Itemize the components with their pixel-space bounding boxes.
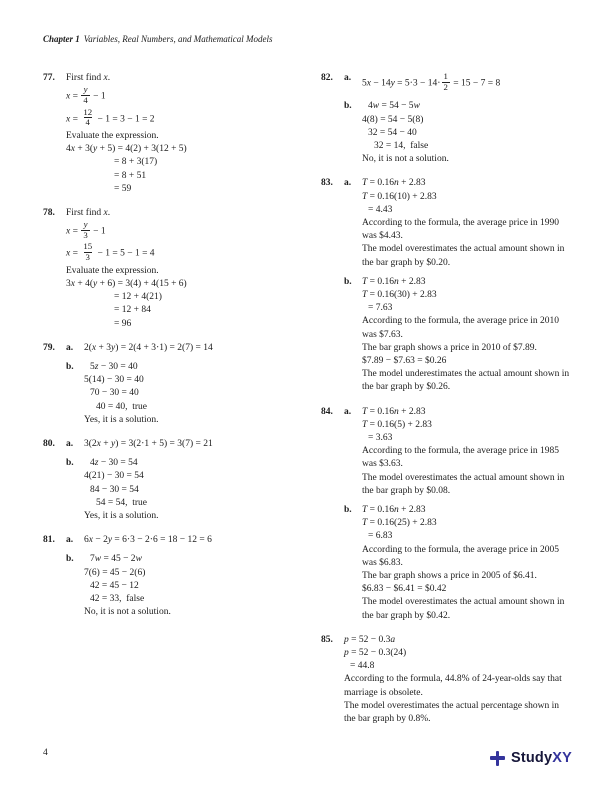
problem-part [344,72,571,94]
part-label: a. [66,439,74,450]
line-text: = 59 [114,183,132,194]
math-line [66,143,293,156]
logo-text-study: Study [510,750,553,766]
line-text: = 12 + 84 [114,305,151,316]
part-lines [84,457,293,523]
line-text: The bar graph shows a price in 2005 of $6.41. [362,571,537,582]
problem-number: 85. [321,634,333,645]
line-text: The model overestimates the actual percentage shown in the bar graph by 0.8%. [344,700,562,725]
math-line [66,108,293,130]
part-label: b. [66,458,74,469]
line-text: 3(2x + y) = 3(2⋅1 + 5) = 3(7) = 21 [84,439,213,450]
fraction-denominator: 4 [83,94,88,105]
page-number: 4 [43,748,48,758]
problem-part [66,534,293,547]
part-lines [84,342,293,355]
math-line [362,517,571,530]
problem [43,438,293,523]
line-text: 42 = 45 − 12 [90,580,139,591]
line-text: x = [66,248,81,259]
math-line [84,342,293,355]
line-text: 84 − 30 = 54 [90,484,139,495]
math-line [84,438,293,451]
text-line [362,315,571,341]
line-text: − 1 = 3 − 1 = 2 [95,113,155,124]
math-line [66,278,293,291]
math-line [84,470,293,483]
line-text: Yes, it is a solution. [84,511,159,522]
line-text: 5z − 30 = 40 [90,362,138,373]
math-line [66,220,293,242]
line-text: 7(6) = 45 − 2(6) [84,567,146,578]
line-text: 6x − 2y = 6⋅3 − 2⋅6 = 18 − 12 = 6 [84,535,212,546]
line-text: No, it is not a solution. [84,607,171,618]
part-label: a. [344,178,352,189]
problem-part [344,276,571,395]
math-line [84,497,293,510]
line-text: 4x + 3(y + 5) = 4(2) + 3(12 + 5) [66,144,187,155]
line-text: The model overestimates the actual amount shown in the bar graph by $0.20. [362,244,567,268]
line-text: − 1 = 5 − 1 = 4 [95,248,155,259]
logo-text-xy: XY [552,750,572,766]
line-text: The bar graph shows a price in 2010 of $7.89. [362,342,537,353]
line-text: − 1 [90,226,106,237]
text-line [84,414,293,427]
fraction-denominator: 3 [85,252,90,263]
text-line [362,153,571,166]
line-text: 5x − 14y = 5⋅3 − 14⋅ [362,78,441,89]
part-lines [362,100,571,166]
problem-part [344,634,571,726]
math-line [84,553,293,566]
part-lines [362,177,571,269]
math-line [84,457,293,470]
problem [321,634,571,726]
fraction-numerator: y [83,84,88,95]
line-text: Evaluate the expression. [66,130,159,141]
problem-part [66,457,293,523]
line-text: x = [66,226,81,237]
line-text: 5(14) − 30 = 40 [84,375,144,386]
line-text: 4(21) − 30 = 54 [84,471,144,482]
math-line [362,100,571,113]
text-line [362,472,571,498]
problem-part [344,504,571,623]
part-lines [362,504,571,623]
column-right [321,72,571,737]
line-text: = 12 + 4(21) [114,292,162,303]
problem-number: 77. [43,73,55,83]
line-text: 7w = 45 − 2w [90,554,142,565]
line-text: Evaluate the expression. [66,265,159,276]
chapter-header [43,34,273,44]
line-text: = 96 [114,318,132,329]
problem-number: 84. [321,406,333,417]
line-text: T = 0.16(30) + 2.83 [362,289,437,300]
line-text: First find x. [66,207,111,218]
part-lines [362,406,571,498]
problem-part [66,207,293,331]
part-label: a. [344,406,352,417]
line-text: No, it is not a solution. [362,154,449,165]
line-text: 3x + 4(y + 6) = 3(4) + 4(15 + 6) [66,279,187,289]
math-line [84,593,293,606]
line-text: x = [66,91,81,102]
text-line [362,570,571,583]
line-text: p = 52 − 0.3(24) [344,648,407,659]
math-line [66,156,293,169]
fraction-numerator: y [83,219,88,230]
math-line [362,504,571,517]
line-text: = 4.43 [368,204,393,215]
line-text: Yes, it is a solution. [84,414,159,425]
fraction [81,108,94,128]
math-line [66,242,293,264]
line-text: 40 = 40, true [96,401,148,412]
math-line [362,276,571,289]
text-line [344,673,571,699]
line-text: = 44.8 [350,661,375,672]
fraction-denominator: 2 [443,81,448,92]
line-text: First find x. [66,73,111,83]
math-line [66,318,293,331]
fraction [81,85,89,105]
part-lines [344,634,571,726]
math-line [66,183,293,196]
problem [321,177,571,394]
fraction-denominator: 4 [85,117,90,128]
text-line [84,606,293,619]
problem-number: 82. [321,73,333,83]
math-line [362,127,571,140]
problem-part [66,438,293,451]
logo-text [511,750,572,766]
problem-number: 81. [43,535,55,546]
part-label: b. [66,554,74,565]
chapter-label: Chapter 1 [43,34,80,44]
math-line [362,406,571,419]
text-line [362,544,571,570]
part-label: b. [344,505,352,516]
line-text: 32 = 54 − 40 [368,127,417,138]
part-label: a. [66,342,74,353]
line-text: = 6.83 [368,531,393,542]
problem-body [66,534,293,619]
problem-part [344,100,571,166]
math-line [344,660,571,673]
problem-body [344,177,571,394]
problem-body [66,342,293,427]
problem-part [344,406,571,498]
line-text: According to the formula, 44.8% of 24-year-olds say that marriage is obsolete. [344,674,565,698]
text-line [344,700,571,726]
line-text: T = 0.16(25) + 2.83 [362,518,437,529]
line-text: The model overestimates the actual amount shown in the bar graph by $0.42. [362,597,567,621]
problem [43,342,293,427]
math-line [344,647,571,660]
text-line [362,445,571,471]
part-lines [84,534,293,547]
math-line [84,387,293,400]
math-line [362,530,571,543]
line-text: = 7.63 [368,303,393,314]
line-text: 54 = 54, true [96,497,148,508]
math-line [362,191,571,204]
math-line [362,140,571,153]
part-lines [84,553,293,619]
fraction [442,72,450,92]
line-text: 70 − 30 = 40 [90,388,139,399]
math-line [84,361,293,374]
fraction-numerator: 12 [83,106,93,117]
text-line [66,265,293,278]
content-columns [43,72,574,737]
part-label: b. [344,101,352,112]
problem-part [66,553,293,619]
math-line [84,567,293,580]
line-text: 42 = 33, false [90,594,145,605]
math-line [84,580,293,593]
math-line [362,355,571,368]
part-lines [362,72,571,94]
part-label: b. [344,276,352,287]
math-line [66,304,293,317]
line-text: T = 0.16n + 2.83 [362,406,426,417]
text-line [362,368,571,394]
math-line [66,291,293,304]
math-line [84,374,293,387]
math-line [66,85,293,107]
part-lines [84,438,293,451]
plus-icon [490,751,505,766]
line-text: T = 0.16(10) + 2.83 [362,191,437,202]
line-text: According to the formula, the average price in 2010 was $7.63. [362,316,562,340]
math-line [344,634,571,647]
math-line [362,583,571,596]
math-line [84,534,293,547]
line-text: According to the formula, the average price in 1985 was $3.63. [362,446,562,470]
problem-part [66,361,293,427]
text-line [362,596,571,622]
part-label: a. [66,535,74,546]
problem-number: 80. [43,439,55,450]
math-line [66,207,293,220]
line-text: According to the formula, the average price in 2005 was $6.83. [362,544,562,568]
math-line [66,72,293,85]
line-text: 4(8) = 54 − 5(8) [362,114,424,125]
math-line [362,419,571,432]
line-text: = 8 + 3(17) [114,157,158,168]
text-line [362,243,571,269]
part-lines [84,361,293,427]
problem [321,72,571,166]
problem-number: 83. [321,178,333,189]
part-lines [66,72,293,196]
line-text: = 3.63 [368,433,393,444]
line-text: 2(x + 3y) = 2(4 + 3⋅1) = 2(7) = 14 [84,342,213,353]
math-line [362,432,571,445]
line-text: T = 0.16n + 2.83 [362,276,426,287]
math-line [66,170,293,183]
part-label: b. [66,362,74,373]
text-line [362,342,571,355]
problem-number: 79. [43,342,55,353]
problem-number: 78. [43,207,55,218]
fraction [81,220,89,240]
chapter-title: Variables, Real Numbers, and Mathematical Models [83,34,273,44]
math-line [84,484,293,497]
line-text: T = 0.16(5) + 2.83 [362,419,432,430]
line-text: = 15 − 7 = 8 [450,78,501,89]
line-text: The model underestimates the actual amount shown in the bar graph by $0.26. [362,369,572,393]
problem [43,207,293,331]
part-lines [66,207,293,331]
math-line [362,72,571,94]
problem-body [66,207,293,331]
problem-body [344,406,571,623]
problem-part [344,177,571,269]
problem-body [344,634,571,726]
line-text: 4z − 30 = 54 [90,458,138,469]
problem [321,406,571,623]
math-line [362,302,571,315]
line-text: x = [66,113,81,124]
line-text: $7.89 − $7.63 = $0.26 [362,356,447,366]
problem [43,72,293,196]
line-text: = 8 + 51 [114,170,147,181]
math-line [362,289,571,302]
part-label: a. [344,73,352,83]
problem-body [344,72,571,166]
part-lines [362,276,571,395]
text-line [362,217,571,243]
math-line [362,114,571,127]
math-line [362,204,571,217]
problem-part [66,342,293,355]
line-text: $6.83 − $6.41 = $0.42 [362,584,447,595]
line-text: p = 52 − 0.3a [344,634,396,645]
line-text: 32 = 14, false [374,140,429,151]
problem-body [66,72,293,196]
math-line [84,401,293,414]
text-line [84,510,293,523]
line-text: − 1 [90,91,106,102]
fraction-denominator: 3 [83,229,88,240]
problem-part [66,72,293,196]
column-left [43,72,293,737]
fraction-numerator: 1 [443,71,448,81]
line-text: According to the formula, the average price in 1990 was $4.43. [362,217,562,242]
line-text: The model overestimates the actual amount shown in the bar graph by $0.08. [362,472,567,496]
fraction-numerator: 15 [83,241,93,252]
line-text: T = 0.16n + 2.83 [362,505,426,516]
studyxy-logo [490,750,572,766]
text-line [66,130,293,143]
problem-body [66,438,293,523]
line-text: 4w = 54 − 5w [368,101,420,112]
fraction [81,242,94,262]
line-text: T = 0.16n + 2.83 [362,178,426,189]
math-line [362,177,571,190]
problem [43,534,293,619]
